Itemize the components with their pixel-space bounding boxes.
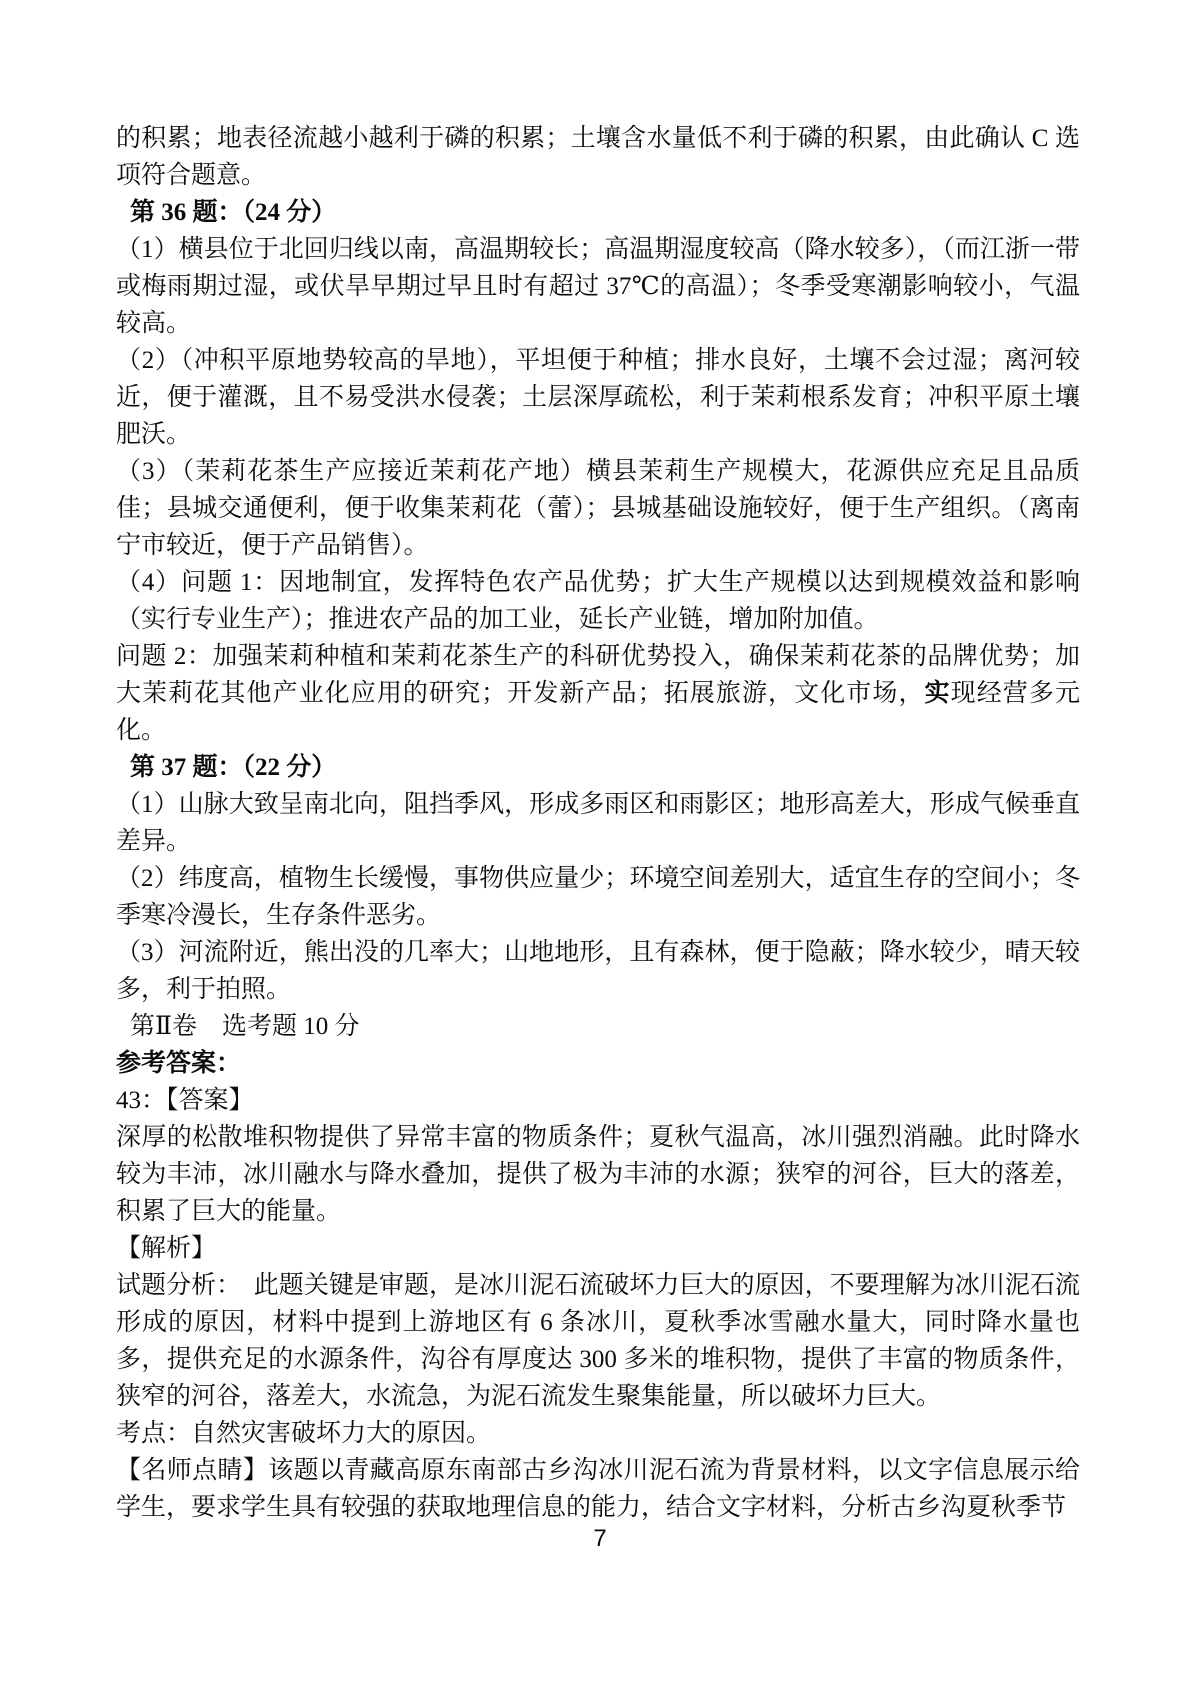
q37-answer-2: （2）纬度高，植物生长缓慢，事物供应量少；环境空间差别大，适宜生存的空间小；冬季寒冷漫长，生存条件恶劣。 — [116, 865, 1080, 929]
q36-answer-1: （1）横县位于北回归线以南，高温期较长；高温期湿度较高（降水较多），（而江浙一带或梅雨期过湿，或伏旱早期过早且时有超过 37℃的高温）；冬季受寒潮影响较小，气温较高。 — [116, 236, 1080, 337]
q36-answer-4-question-2 — [116, 638, 1080, 749]
q37-answer-3: （3）河流附近，熊出没的几率大；山地地形，且有森林，便于隐蔽；降水较少，晴天较多，利于拍照。 — [116, 939, 1080, 1003]
text-segment: 问题 2：加强茉莉种植和茉莉花茶生产的科研优势投入，确保茉莉花茶的品牌优势；加大茉莉花其他产业化应用的研究；开发新产品；拓展旅游，文化市场， — [116, 643, 1080, 707]
text-segment: 现经营多元化。 — [116, 680, 1080, 744]
answer-text-block — [116, 120, 1080, 1526]
emphasized-text: 实 — [924, 680, 951, 707]
q43-answer-label: 43：【答案】 — [116, 1087, 254, 1114]
page-number: 7 — [593, 1525, 607, 1552]
q43-teacher-tip: 【名师点睛】该题以青藏高原东南部古乡沟冰川泥石流为背景材料，以文字信息展示给学生，要求学生具有较强的获取地理信息的能力，结合文字材料，分析古乡沟夏秋季节 — [116, 1457, 1080, 1521]
q36-answer-3: （3）（茉莉花茶生产应接近茉莉花产地）横县茉莉生产规模大，花源供应充足且品质佳；县城交通便利，便于收集茉莉花（蕾）；县城基础设施较好，便于生产组织。（离南宁市较近，便于产品销售）。 — [116, 458, 1080, 559]
q36-answer-4-question-1: （4）问题 1：因地制宜，发挥特色农产品优势；扩大生产规模以达到规模效益和影响（实行专业生产）；推进农产品的加工业，延长产业链，增加附加值。 — [116, 569, 1080, 633]
q35-explanation-continued: 的积累；地表径流越小越利于磷的积累；土壤含水量低不利于磷的积累，由此确认 C 选项符合题意。 — [116, 125, 1080, 189]
q36-answer-2: （2）（冲积平原地势较高的旱地），平坦便于种植；排水良好，土壤不会过湿；离河较近，便于灌溉，且不易受洪水侵袭；土层深厚疏松，利于茉莉根系发育；冲积平原土壤肥沃。 — [116, 347, 1080, 448]
reference-answer-heading: 参考答案： — [116, 1050, 242, 1077]
q43-answer-text: 深厚的松散堆积物提供了异常丰富的物质条件；夏秋气温高，冰川强烈消融。此时降水较为丰沛，冰川融水与降水叠加，提供了极为丰沛的水源；狭窄的河谷，巨大的落差，积累了巨大的能量。 — [116, 1124, 1080, 1225]
q43-analysis-text: 试题分析： 此题关键是审题，是冰川泥石流破坏力巨大的原因，不要理解为冰川泥石流形成的原因，材料中提到上游地区有 6 条冰川，夏秋季冰雪融水量大，同时降水量也多，提供充足的水源条件，沟谷有厚度达 300 多米的堆积物，提供了丰富的物质条件，狭窄的河谷，落差大，水流急，为泥石流发生聚集能量，所以破坏力巨大。 — [116, 1272, 1080, 1410]
q37-heading: 第 37 题：（22 分） — [130, 754, 337, 781]
q36-heading: 第 36 题：（24 分） — [130, 199, 337, 226]
q43-analysis-label: 【解析】 — [116, 1235, 217, 1262]
q43-exam-point: 考点：自然灾害破坏力大的原因。 — [116, 1420, 492, 1447]
q37-answer-1: （1）山脉大致呈南北向，阻挡季风，形成多雨区和雨影区；地形高差大，形成气候垂直差异。 — [116, 791, 1080, 855]
section-2-title: 第Ⅱ卷 选考题 10 分 — [130, 1013, 360, 1040]
